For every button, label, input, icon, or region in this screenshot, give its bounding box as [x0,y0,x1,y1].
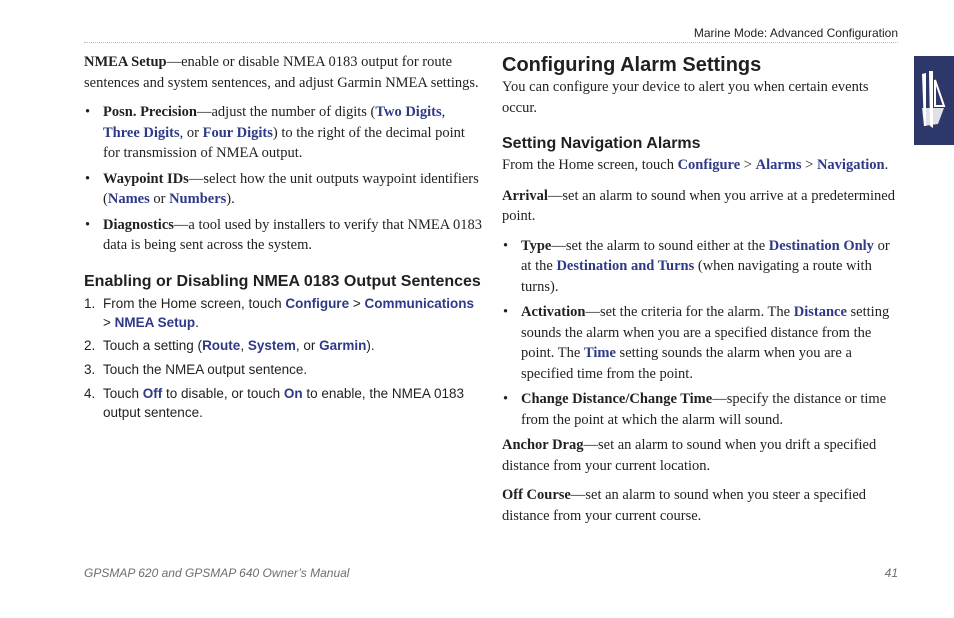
option-text: —specify the distance or time from the point at which the alarm will sound. [521,391,887,428]
step-configure: Configure [285,295,350,311]
step-text: Touch a setting ( [103,337,203,353]
option-text: —adjust the number of digits ( [196,104,376,120]
nmea-setup-text: —enable or disable NMEA 0183 output for route sentences and system sentences, and adjust Garmin NMEA settings. [84,54,479,91]
option-text: ) to the right of the decimal point for transmission of NMEA output. [103,124,465,161]
separator: > [740,157,756,173]
step-on: On [283,385,303,401]
option-term: Type [521,237,552,254]
navigation-alarms-heading: Setting Navigation Alarms [502,135,701,152]
list-item [84,336,484,355]
option-term: Activation [521,304,586,320]
list-item [502,236,902,298]
off-course-text: —set an alarm to sound when you steer a specified distance from your current course. [502,487,867,524]
path-text: . [884,157,889,173]
arrival-paragraph [502,186,902,227]
anchor-drag-paragraph [502,435,902,476]
list-item [84,360,484,379]
list-item [502,389,902,430]
path-navigation: Navigation [816,157,885,173]
navigation-path [502,155,902,176]
step-communications: Communications [364,295,474,311]
option-time: Time [583,345,616,361]
step-text: From the Home screen, touch [103,295,286,311]
list-item [84,169,484,210]
header-rule [84,42,898,43]
option-text: or at the [521,237,890,274]
path-text: From the Home screen, touch [502,157,678,173]
step-text: to disable, or touch [162,385,284,401]
separator: > [349,295,365,311]
list-item [84,384,484,422]
option-term: Change Distance/Change Time [521,391,713,407]
boat-icon [920,70,946,130]
nmea-options-list [84,102,484,256]
path-alarms: Alarms [755,157,802,173]
option-names: Names [107,191,150,207]
option-term: Diagnostics [103,216,174,233]
option-destination-and-turns: Destination and Turns [556,258,695,274]
option-destination-only: Destination Only [768,237,874,254]
arrival-text: —set an alarm to sound when you arrive at a predetermined point. [502,187,895,224]
running-header: Marine Mode: Advanced Configuration [693,26,898,40]
separator: , [240,337,248,353]
right-column [502,53,902,526]
option-three-digits: Three Digits [103,124,180,141]
section-side-tab [914,56,954,145]
nmea-steps-list [84,294,484,422]
page-number: 41 [884,566,898,580]
step-text: . [195,314,199,330]
nmea-setup-paragraph [84,52,484,93]
nmea-setup-term: NMEA Setup [84,54,167,70]
option-text: —set the criteria for the alarm. The [585,304,794,320]
list-item [502,302,902,384]
left-column [84,52,484,422]
option-text: —a tool used by installers to verify that NMEA 0183 data is being sent across the system. [103,216,482,253]
step-off: Off [142,385,163,401]
separator: , or [179,124,203,141]
step-text: to enable, the NMEA 0183 output sentence. [103,385,464,420]
list-item [84,215,484,256]
option-text: (when navigating a route with turns). [521,258,872,295]
option-numbers: Numbers [169,191,227,207]
option-text: setting sounds the alarm when you are a specified distance from the point. The [521,304,890,361]
option-four-digits: Four Digits [202,124,273,141]
anchor-drag-term: Anchor Drag [502,437,584,453]
alarm-intro: You can configure your device to alert you when certain events occur. [502,79,869,116]
step-number: 1. [84,295,96,311]
list-item [84,102,484,164]
step-nmea-setup: NMEA Setup [114,314,196,330]
separator: > [801,157,817,173]
separator: > [103,314,115,330]
separator: , [441,104,446,120]
list-item [84,294,484,332]
arrival-term: Arrival [502,187,548,204]
step-number: 3. [84,361,96,377]
option-text: ). [226,191,235,207]
option-text: —select how the unit outputs waypoint identifiers ( [103,170,479,207]
step-text: Touch [103,385,143,401]
separator: or [149,191,170,207]
option-term: Posn. Precision [103,104,197,120]
step-system: System [247,337,296,353]
option-text: —set the alarm to sound either at the [551,237,769,254]
option-term: Waypoint IDs [103,170,189,187]
step-text: Touch the NMEA output sentence. [103,361,308,377]
option-two-digits: Two Digits [375,104,442,120]
step-garmin: Garmin [319,337,367,353]
arrival-options-list [502,236,902,431]
option-text: setting sounds the alarm when you are a specified time from the point. [521,345,852,382]
separator: , or [295,337,320,353]
step-number: 2. [84,337,96,353]
step-number: 4. [84,385,96,401]
anchor-drag-text: —set an alarm to sound when you drift a specified distance from your current location. [502,437,877,474]
page-title: Configuring Alarm Settings [502,54,762,76]
step-route: Route [202,337,241,353]
path-configure: Configure [677,157,741,173]
footer-manual-title: GPSMAP 620 and GPSMAP 640 Owner’s Manual [84,566,350,580]
off-course-term: Off Course [502,487,571,503]
step-text: ). [366,337,375,353]
option-distance: Distance [793,304,847,320]
nmea-output-heading: Enabling or Disabling NMEA 0183 Output Sentences [84,272,481,290]
off-course-paragraph [502,485,902,526]
